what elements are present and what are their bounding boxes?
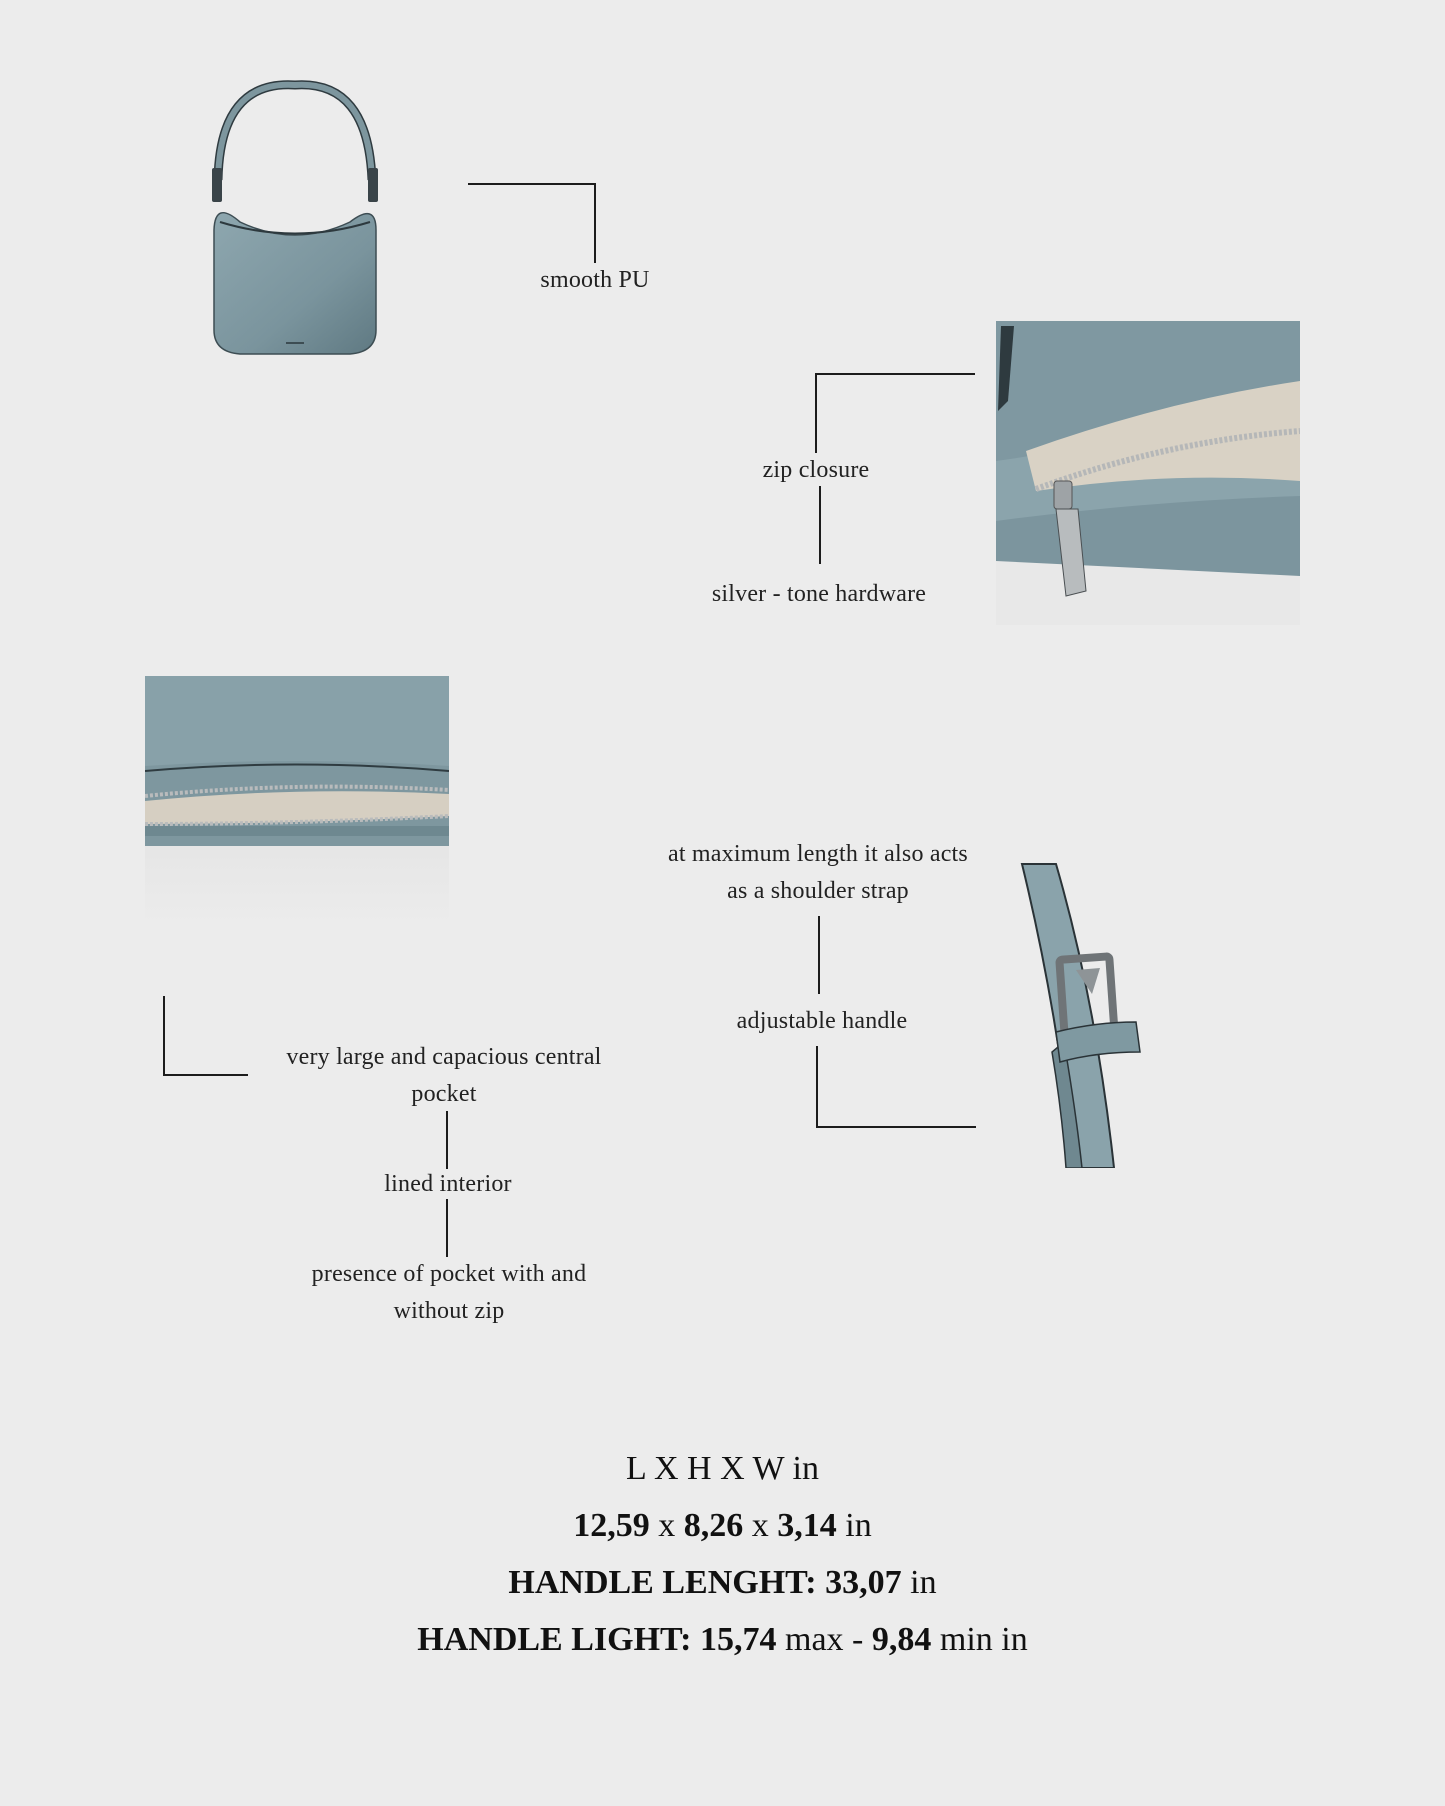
connector-line	[816, 1046, 818, 1128]
size-unit: in	[836, 1507, 872, 1544]
connector-line	[594, 183, 596, 263]
handle-light-min: 9,84	[871, 1621, 932, 1658]
size-sep: x	[743, 1507, 778, 1544]
handle-light-label: HANDLE LIGHT:	[417, 1621, 692, 1658]
shoulder-strap-line1: at maximum length it also acts	[668, 841, 968, 867]
pocket-zip-label	[279, 1256, 619, 1330]
dimensions-size	[0, 1497, 1445, 1554]
handle-light-row	[0, 1611, 1445, 1668]
connector-line	[816, 1126, 976, 1128]
bag-photo	[200, 80, 390, 360]
handle-light-max-unit: max -	[776, 1621, 872, 1658]
connector-line	[819, 486, 821, 564]
size-sep: x	[649, 1507, 684, 1544]
central-pocket-line1: very large and capacious central	[286, 1044, 602, 1070]
shoulder-strap-label	[636, 836, 1000, 910]
connector-line	[815, 373, 975, 375]
handle-length-value: 33,07	[825, 1564, 902, 1601]
handle-length-label: HANDLE LENGHT:	[508, 1564, 817, 1601]
smooth-pu-label: smooth PU	[540, 267, 650, 293]
connector-line	[446, 1199, 448, 1257]
connector-line	[815, 373, 817, 453]
adjustable-handle-label: adjustable handle	[736, 1008, 908, 1034]
handle-closeup-photo	[1016, 862, 1166, 1168]
handle-light-max: 15,74	[700, 1621, 777, 1658]
pocket-zip-line2: without zip	[393, 1298, 505, 1324]
silver-hardware-label: silver - tone hardware	[711, 581, 927, 607]
handle-length-unit: in	[901, 1564, 937, 1601]
connector-line	[163, 1074, 248, 1076]
connector-line	[446, 1111, 448, 1169]
lined-interior-label: lined interior	[384, 1171, 512, 1197]
connector-line	[468, 183, 596, 185]
pocket-zip-line1: presence of pocket with and	[311, 1261, 587, 1287]
size-width: 3,14	[777, 1507, 837, 1544]
connector-line	[818, 916, 820, 994]
dimensions-header: L X H X W in	[626, 1450, 819, 1487]
handle-length-row	[0, 1554, 1445, 1611]
connector-line	[163, 996, 165, 1076]
size-length: 12,59	[573, 1507, 650, 1544]
dimensions-block	[0, 1440, 1445, 1668]
central-pocket-label	[264, 1039, 624, 1113]
shoulder-strap-line2: as a shoulder strap	[727, 878, 909, 904]
pocket-closeup-photo	[145, 676, 449, 926]
zip-closure-label: zip closure	[762, 457, 870, 483]
central-pocket-line2: pocket	[411, 1081, 477, 1107]
zipper-closeup-photo	[996, 321, 1300, 625]
handle-light-min-unit: min in	[931, 1621, 1028, 1658]
size-height: 8,26	[683, 1507, 744, 1544]
